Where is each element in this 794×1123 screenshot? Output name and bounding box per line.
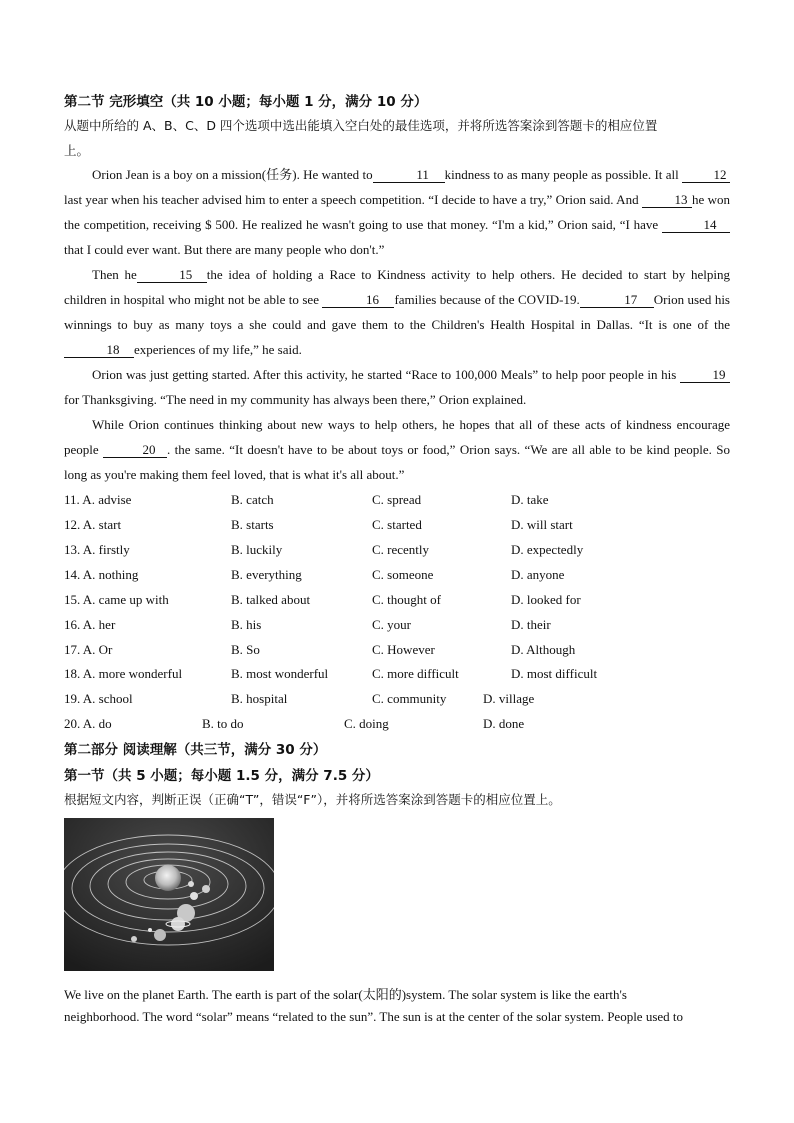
passage-paragraph-1: Orion Jean is a boy on a mission(任务). He wanted to 11 kindness to as many people as possible. It all 12last year when his teacher advised him to enter a speech competition. “I decide to have a try,” Orion said. And 13 he won the competition, receiving $ 500. He realized he wasn't going to use that money. “I'm a kid,” Orion said, “I have 14that I could ever want. But there are many people who don't.” xyxy=(64,167,731,257)
solar-system-image xyxy=(64,818,274,971)
option-16-a: 16. A. her xyxy=(64,617,116,632)
option-16-d: D. their xyxy=(511,617,551,632)
planet-1 xyxy=(188,881,194,887)
option-19-d: D. village xyxy=(483,691,535,706)
reading-line-2: neighborhood. The word “solar” means “related to the sun”. The sun is at the center of the solar system. People used to xyxy=(64,1009,684,1024)
option-14-d: D. anyone xyxy=(511,567,565,582)
option-12-b: B. starts xyxy=(231,517,274,532)
passage-paragraph-3: Orion was just getting started. After this activity, he started “Race to 100,000 Meals” to help poor people in his 19for Thanksgiving. “The need in my community has always been there,” Orion explained. xyxy=(64,362,730,412)
part-2-title: 第二部分 阅读理解（共三节，满分 30 分） xyxy=(64,742,327,758)
planet-5 xyxy=(171,917,185,931)
part-2-section-1-title: 第一节（共 5 小题；每小题 1.5 分，满分 7.5 分） xyxy=(64,768,379,784)
option-13-c: C. recently xyxy=(372,542,430,557)
option-14-b: B. everything xyxy=(231,567,302,582)
blank-13: 13 xyxy=(642,192,692,208)
planet-7 xyxy=(131,936,137,942)
option-11-b: B. catch xyxy=(231,492,274,507)
option-18-a: 18. A. more wonderful xyxy=(64,666,183,681)
option-15-c: C. thought of xyxy=(372,592,441,607)
blank-18: 18 xyxy=(64,342,134,358)
option-15-d: D. looked for xyxy=(511,592,581,607)
option-16-b: B. his xyxy=(231,617,262,632)
reading-line-1: We live on the planet Earth. The earth is part of the solar(太阳的)system. The solar system is like the earth's xyxy=(64,987,627,1002)
option-11-a: 11. A. advise xyxy=(64,492,132,507)
blank-15: 15 xyxy=(137,267,207,283)
option-11-d: D. take xyxy=(511,492,549,507)
option-17-c: C. However xyxy=(372,642,435,657)
section-2-instruction-end: 上。 xyxy=(64,143,90,158)
option-15-b: B. talked about xyxy=(231,592,311,607)
option-20-b: B. to do xyxy=(202,716,244,731)
option-18-d: D. most difficult xyxy=(511,666,598,681)
blank-11: 11 xyxy=(373,167,445,183)
section-2-title: 第二节 完形填空（共 10 小题；每小题 1 分，满分 10 分） xyxy=(64,94,428,110)
option-12-a: 12. A. start xyxy=(64,517,122,532)
blank-19: 19 xyxy=(680,367,730,383)
blank-16: 16 xyxy=(322,292,394,308)
option-20-c: C. doing xyxy=(344,716,389,731)
planet-2 xyxy=(202,885,210,893)
option-19-c: C. community xyxy=(372,691,447,706)
option-16-c: C. your xyxy=(372,617,411,632)
blank-17: 17 xyxy=(580,292,654,308)
planet-6 xyxy=(154,929,166,941)
section-2-instruction: 从题中所给的 A、B、C、D 四个选项中选出能填入空白处的最佳选项，并将所选答案涂到答题卡的相应位置 xyxy=(64,118,658,133)
option-11-c: C. spread xyxy=(372,492,422,507)
blank-12: 12 xyxy=(682,167,730,183)
passage-paragraph-2: Then he 15 the idea of holding a Race to Kindness activity to help others. He decided to start by helping children in hospital who might not be able to see 16 families because of the COVID-19. 17 Orion used his winnings to buy as many toys a she could and gave them to the Children's Health Hospital in Dallas. “It is one of the18 experiences of my life,” he said. xyxy=(64,267,730,357)
option-15-a: 15. A. came up with xyxy=(64,592,169,607)
blank-14: 14 xyxy=(662,217,730,233)
sun xyxy=(155,865,181,891)
option-17-b: B. So xyxy=(231,642,260,657)
option-19-b: B. hospital xyxy=(231,691,288,706)
solar-system-illustration xyxy=(64,818,274,971)
option-14-a: 14. A. nothing xyxy=(64,567,139,582)
option-18-c: C. more difficult xyxy=(372,666,459,681)
option-12-c: C. started xyxy=(372,517,422,532)
planet-8 xyxy=(148,928,152,932)
option-19-a: 19. A. school xyxy=(64,691,133,706)
part-2-instruction: 根据短文内容，判断正误（正确“T”，错误“F”），并将所选答案涂到答题卡的相应位置上。 xyxy=(64,792,561,807)
option-13-a: 13. A. firstly xyxy=(64,542,130,557)
option-17-a: 17. A. Or xyxy=(64,642,113,657)
option-14-c: C. someone xyxy=(372,567,434,582)
option-13-d: D. expectedly xyxy=(511,542,584,557)
option-12-d: D. will start xyxy=(511,517,573,532)
planet-3 xyxy=(190,892,198,900)
option-20-a: 20. A. do xyxy=(64,716,112,731)
passage-paragraph-4: While Orion continues thinking about new ways to help others, he hopes that all of these acts of kindness encourage people 20 . the same. “It doesn't have to be about toys or food,” Orion says. “We are all able to be kind people. So long as you're making them feel loved, that is what it's all about.” xyxy=(64,417,731,482)
option-20-d: D. done xyxy=(483,716,525,731)
option-17-d: D. Although xyxy=(511,642,576,657)
option-13-b: B. luckily xyxy=(231,542,283,557)
option-18-b: B. most wonderful xyxy=(231,666,329,681)
blank-20: 20 xyxy=(103,442,167,458)
